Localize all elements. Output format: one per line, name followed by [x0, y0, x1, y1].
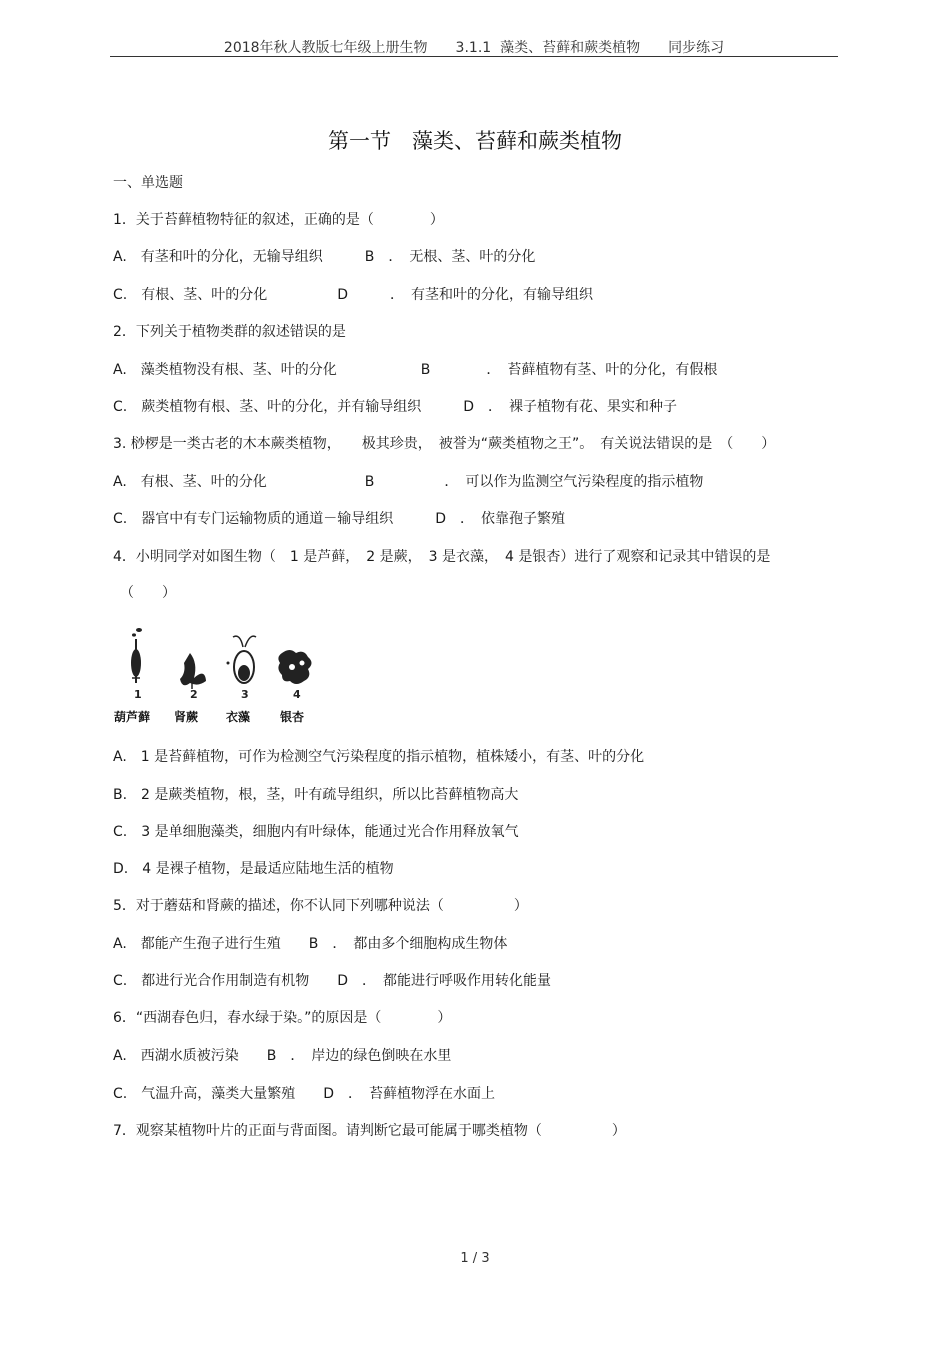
- figure-label-2: 肾蕨: [174, 710, 199, 724]
- question-4-option-d: D. 4 是裸子植物，是最适应陆地生活的植物: [113, 861, 394, 877]
- question-5-options-cd: C. 都进行光合作用制造有机物 D ． 都能进行呼吸作用转化能量: [113, 973, 552, 989]
- question-1-options-ab: A. 有茎和叶的分化，无输导组织 B ． 无根、茎、叶的分化: [113, 249, 536, 265]
- question-4-stem-continued: （ ）: [120, 585, 176, 601]
- question-6-options-cd: C. 气温升高，藻类大量繁殖 D ． 苔藓植物浮在水面上: [113, 1086, 496, 1102]
- question-1-options-cd: C. 有根、茎、叶的分化 D ． 有茎和叶的分化，有输导组织: [113, 287, 594, 303]
- figure-number-3: 3: [241, 688, 249, 701]
- organisms-figure: [110, 623, 325, 729]
- question-4-option-c: C. 3 是单细胞藻类，细胞内有叶绿体，能通过光合作用释放氧气: [113, 824, 519, 840]
- question-2-stem: 2．下列关于植物类群的叙述错误的是: [113, 324, 346, 340]
- question-5-options-ab: A. 都能产生孢子进行生殖 B ． 都由多个细胞构成生物体: [113, 936, 508, 952]
- question-4-option-b: B. 2 是蕨类植物，根，茎，叶有疏导组织，所以比苔藓植物高大: [113, 787, 519, 803]
- fern-illustration: [180, 653, 206, 689]
- question-3-options-cd: C. 器官中有专门运输物质的通道－输导组织 D ． 依靠孢子繁殖: [113, 511, 566, 527]
- figure-label-3: 衣藻: [226, 710, 251, 724]
- question-6-options-ab: A. 西湖水质被污染 B ． 岸边的绿色倒映在水里: [113, 1048, 452, 1064]
- ginkgo-illustration: [278, 650, 311, 684]
- page-number: 1 / 3: [460, 1251, 490, 1266]
- header-divider: [110, 56, 838, 57]
- question-5-stem: 5．对于蘑菇和肾蕨的描述，你不认同下列哪种说法（ ）: [113, 898, 528, 914]
- question-3-options-ab: A. 有根、茎、叶的分化 B ． 可以作为监测空气污染程度的指示植物: [113, 474, 704, 490]
- figure-label-1: 葫芦藓: [114, 710, 151, 724]
- moss-illustration: [131, 628, 142, 683]
- question-6-stem: 6．“西湖春色归，春水绿于染。”的原因是（ ）: [113, 1010, 452, 1026]
- page-header: 2018年秋人教版七年级上册生物 3.1.1 藻类、苔藓和蕨类植物 同步练习: [223, 40, 725, 56]
- figure-number-1: 1: [134, 688, 142, 701]
- question-3-stem: 3. 桫椤是一类古老的木本蕨类植物， 极其珍贵， 被誉为“蕨类植物之王”。 有关说法错误的是 （ ）: [113, 436, 776, 452]
- question-2-options-cd: C. 蕨类植物有根、茎、叶的分化，并有输导组织 D ． 裸子植物有花、果实和种子: [113, 399, 678, 415]
- question-4-stem: 4．小明同学对如图生物（ 1 是芦藓， 2 是蕨， 3 是衣藻， 4 是银杏）进行了观察和记录其中错误的是: [113, 549, 771, 565]
- question-4-option-a: A. 1 是苔藓植物，可作为检测空气污染程度的指示植物，植株矮小，有茎、叶的分化: [113, 749, 645, 765]
- question-7-stem: 7．观察某植物叶片的正面与背面图。请判断它最可能属于哪类植物（ ）: [113, 1123, 626, 1139]
- figure-label-4: 银杏: [280, 710, 305, 724]
- section-heading: 一、单选题: [113, 175, 183, 191]
- figure-number-4: 4: [293, 688, 301, 701]
- question-2-options-ab: A. 藻类植物没有根、茎、叶的分化 B ． 苔藓植物有茎、叶的分化，有假根: [113, 362, 718, 378]
- question-1-stem: 1．关于苔藓植物特征的叙述，正确的是（ ）: [113, 212, 444, 228]
- chlamydomonas-illustration: [227, 636, 257, 683]
- figure-number-2: 2: [190, 688, 198, 701]
- page-title: 第一节 藻类、苔藓和蕨类植物: [328, 129, 622, 153]
